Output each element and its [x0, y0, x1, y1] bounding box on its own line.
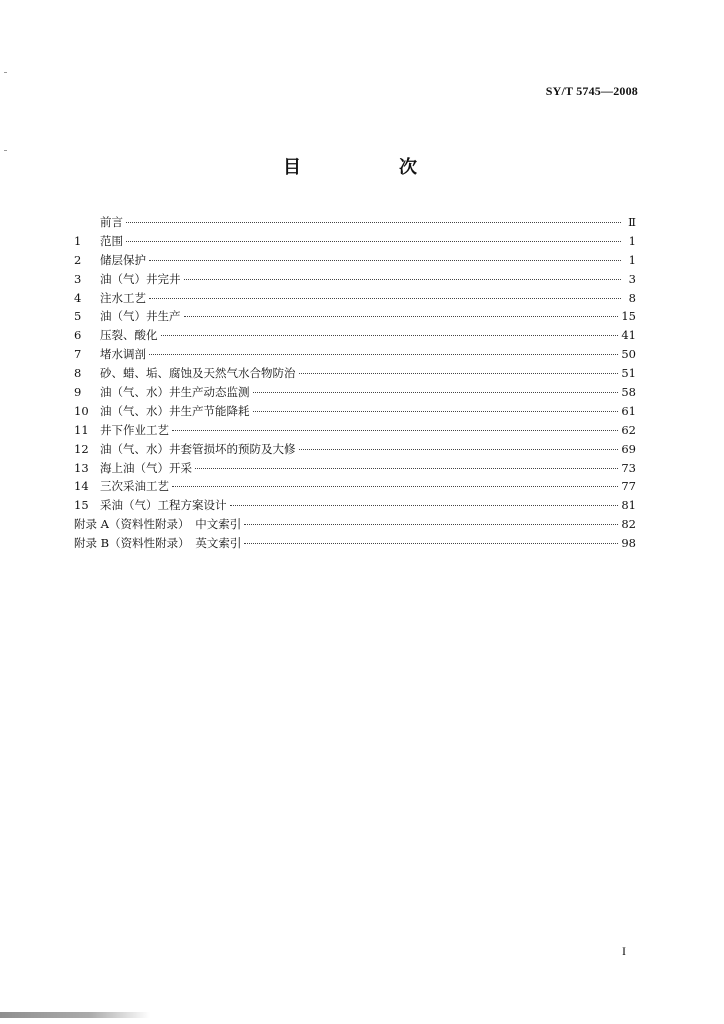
toc-entry[interactable]	[74, 251, 636, 270]
dot-leader	[244, 543, 618, 544]
dot-leader	[172, 430, 618, 431]
toc-entry[interactable]	[74, 496, 636, 515]
toc-entry-label: 海上油（气）开采	[100, 460, 192, 475]
toc-entry[interactable]	[74, 345, 636, 364]
toc-entry-number: 5	[74, 309, 82, 324]
toc-entry-number: 4	[74, 290, 82, 305]
toc-entry[interactable]	[74, 326, 636, 345]
toc-entry-number: 9	[74, 385, 82, 400]
scan-edge-artifact	[0, 1012, 150, 1018]
dot-leader	[184, 279, 622, 280]
scan-margin-mark	[4, 72, 7, 73]
toc-entry-page: 73	[621, 460, 636, 475]
toc-entry[interactable]	[74, 232, 636, 251]
toc-entry-number: 15	[74, 498, 89, 513]
toc-entry-number: 2	[74, 252, 82, 267]
toc-entry[interactable]	[74, 459, 636, 478]
toc-entry-number: 12	[74, 441, 89, 456]
toc-entry-label: 三次采油工艺	[100, 479, 169, 494]
toc-entry-number: 7	[74, 347, 82, 362]
toc-entry-page: 81	[621, 498, 636, 513]
toc-entry-page: 82	[621, 517, 636, 532]
toc-entry-label: 油（气）井生产	[100, 309, 181, 324]
table-of-contents	[74, 213, 636, 553]
toc-entry-page: 98	[621, 536, 636, 551]
toc-entry-label: 附录 A（资料性附录） 中文索引	[74, 517, 242, 532]
dot-leader	[149, 260, 621, 261]
toc-entry-number: 1	[74, 233, 82, 248]
dot-leader	[299, 449, 619, 450]
toc-entry-page: 69	[621, 441, 636, 456]
toc-entry-number: 10	[74, 403, 89, 418]
toc-entry-label: 油（气、水）井套管损坏的预防及大修	[100, 441, 296, 456]
dot-leader	[244, 524, 618, 525]
toc-entry-label: 压裂、酸化	[100, 328, 158, 343]
toc-entry-page: 77	[621, 479, 636, 494]
toc-entry-label: 堵水调剖	[100, 347, 146, 362]
toc-entry-label: 井下作业工艺	[100, 422, 169, 437]
toc-entry-label: 储层保护	[100, 252, 146, 267]
toc-entry[interactable]	[74, 307, 636, 326]
toc-entry[interactable]	[74, 440, 636, 459]
toc-entry[interactable]	[74, 364, 636, 383]
dot-leader	[126, 241, 621, 242]
toc-entry-appendix[interactable]	[74, 515, 636, 534]
toc-entry-number: 3	[74, 271, 82, 286]
toc-entry[interactable]	[74, 289, 636, 308]
toc-entry-label: 油（气、水）井生产动态监测	[100, 385, 250, 400]
toc-entry-label: 油（气、水）井生产节能降耗	[100, 403, 250, 418]
dot-leader	[126, 222, 621, 223]
toc-entry-number: 13	[74, 460, 89, 475]
toc-entry-number: 11	[74, 422, 89, 437]
toc-entry-label: 采油（气）工程方案设计	[100, 498, 227, 513]
page-number: I	[622, 944, 626, 958]
toc-entry-page: 62	[621, 422, 636, 437]
toc-entry[interactable]	[74, 402, 636, 421]
dot-leader	[299, 373, 619, 374]
toc-entry[interactable]	[74, 421, 636, 440]
toc-entry-page: 51	[621, 366, 636, 381]
toc-entry-number: 6	[74, 328, 82, 343]
toc-entry-page: 58	[621, 385, 636, 400]
toc-entry[interactable]	[74, 383, 636, 402]
toc-entry-label: 前言	[100, 215, 123, 229]
dot-leader	[149, 354, 618, 355]
toc-entry[interactable]	[74, 213, 636, 232]
toc-entry[interactable]	[74, 270, 636, 289]
toc-entry-label: 砂、蜡、垢、腐蚀及天然气水合物防治	[100, 366, 296, 381]
toc-entry-page: 8	[628, 290, 636, 305]
dot-leader	[149, 298, 621, 299]
toc-entry-number: 8	[74, 366, 82, 381]
toc-entry-number: 14	[74, 479, 89, 494]
toc-entry-page: Ⅱ	[628, 215, 636, 229]
toc-entry-page: 1	[628, 233, 636, 248]
toc-entry-page: 50	[621, 347, 636, 362]
dot-leader	[184, 316, 619, 317]
toc-entry-page: 15	[621, 309, 636, 324]
toc-entry-page: 3	[628, 271, 636, 286]
toc-title: 目 次	[283, 157, 457, 178]
toc-entry-page: 41	[621, 328, 636, 343]
standard-number: SY/T 5745—2008	[545, 84, 638, 98]
dot-leader	[172, 486, 618, 487]
toc-entry-label: 油（气）井完井	[100, 271, 181, 286]
toc-entry-label: 范围	[100, 233, 123, 248]
toc-entry-appendix[interactable]	[74, 534, 636, 553]
dot-leader	[230, 505, 619, 506]
dot-leader	[253, 392, 619, 393]
toc-entry-page: 1	[628, 252, 636, 267]
toc-entry-label: 注水工艺	[100, 290, 146, 305]
toc-entry-page: 61	[621, 403, 636, 418]
dot-leader	[195, 468, 618, 469]
dot-leader	[161, 335, 619, 336]
toc-entry[interactable]	[74, 477, 636, 496]
toc-entry-label: 附录 B（资料性附录） 英文索引	[74, 536, 242, 551]
dot-leader	[253, 411, 619, 412]
scan-margin-mark	[4, 150, 7, 151]
